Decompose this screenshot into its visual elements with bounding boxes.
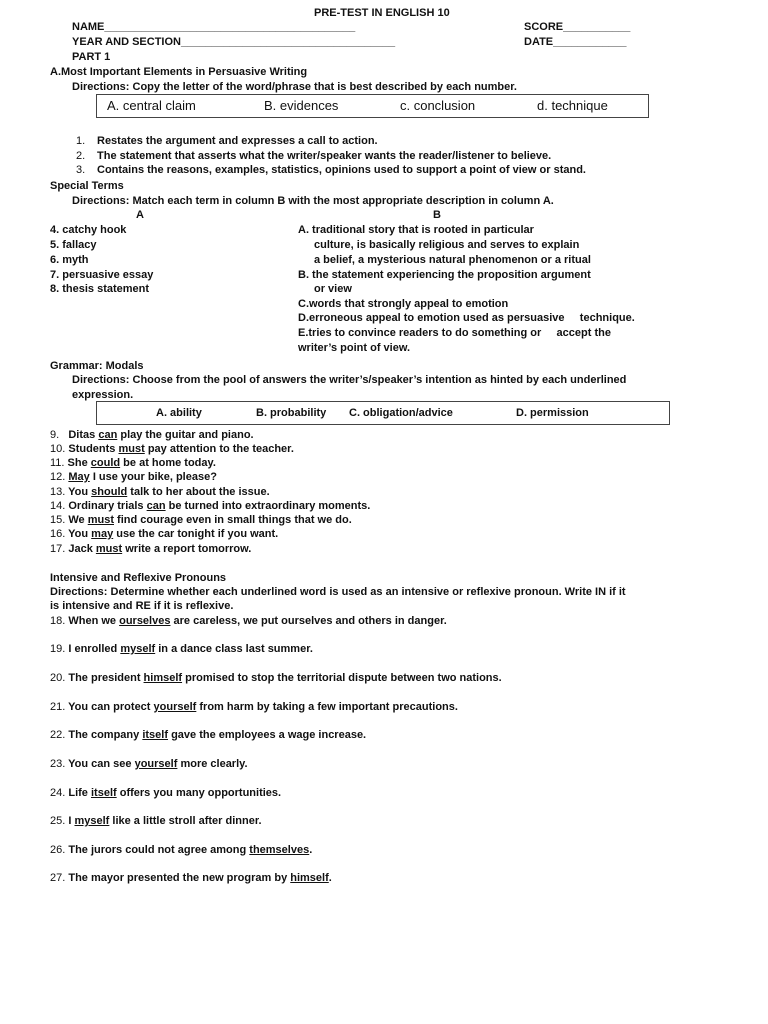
date-field-line: DATE____________ [524, 36, 627, 48]
modal-choice-c: C. obligation/advice [349, 407, 453, 419]
column-b-label: B [433, 209, 441, 221]
description-line: a belief, a mysterious natural phenomenon or a ritual [314, 254, 591, 266]
description-line: culture, is basically religious and serves to explain [314, 239, 580, 251]
item-number: 9. [50, 429, 60, 441]
item-pre: You can protect [68, 701, 154, 713]
item-number: 2. [76, 150, 86, 162]
item-post: from harm by taking a few important precautions. [196, 701, 458, 713]
underlined-word: must [87, 514, 114, 526]
description-line: A. traditional story that is rooted in particular [298, 224, 534, 236]
pronoun-item [50, 728, 366, 742]
term-item: 8. thesis statement [50, 283, 150, 295]
item-number: 3. [76, 164, 86, 176]
underlined-word: myself [74, 815, 110, 827]
description-line: C.words that strongly appeal to emotion [298, 298, 509, 310]
underlined-word: themselves [249, 844, 310, 856]
item-post: promised to stop the territorial dispute between two nations. [182, 672, 502, 684]
grammar-directions-cont: expression. [72, 389, 134, 401]
modal-item [50, 442, 294, 456]
item-number: 27. [50, 872, 66, 884]
modal-item [50, 470, 217, 484]
description-line: D.erroneous appeal to emotion used as persuasive technique. [298, 312, 635, 324]
description-line: writer’s point of view. [298, 342, 411, 354]
special-terms-heading: Special Terms [50, 180, 124, 192]
item-pre: I [68, 815, 75, 827]
page-title: PRE-TEST IN ENGLISH 10 [314, 7, 450, 19]
item-post: be at home today. [120, 457, 216, 469]
modal-item [50, 428, 254, 442]
term-item: 7. persuasive essay [50, 269, 154, 281]
year-section-field-line: YEAR AND SECTION___________________________________ [72, 36, 396, 48]
pronoun-item [50, 786, 281, 800]
underlined-word: must [95, 543, 123, 555]
pronoun-item [50, 871, 332, 885]
item-number: 18. [50, 615, 66, 627]
term-item: 5. fallacy [50, 239, 97, 251]
pronoun-item [50, 843, 312, 857]
item-number: 10. [50, 443, 66, 455]
item-post: gave the employees a wage increase. [168, 729, 367, 741]
choice-b: B. evidences [264, 98, 339, 113]
choice-a: A. central claim [107, 98, 196, 113]
underlined-word: himself [143, 672, 183, 684]
underlined-word: itself [142, 729, 169, 741]
term-item: 4. catchy hook [50, 224, 127, 236]
item-number: 20. [50, 672, 66, 684]
item-pre: You can see [68, 758, 135, 770]
section-a-heading: A.Most Important Elements in Persuasive Writing [50, 66, 308, 78]
item-pre: When we [68, 615, 120, 627]
underlined-word: yourself [134, 758, 178, 770]
item-post: . [328, 872, 332, 884]
underlined-word: May [68, 471, 90, 483]
pronouns-directions-cont: is intensive and RE if it is reflexive. [50, 600, 234, 612]
item-post: more clearly. [177, 758, 248, 770]
item-pre: You [68, 486, 92, 498]
item-text: Contains the reasons, examples, statistics, opinions used to support a point of view or stand. [97, 164, 586, 176]
item-number: 23. [50, 758, 66, 770]
item-post: . [309, 844, 313, 856]
pronoun-item [50, 642, 313, 656]
item-pre: Life [68, 787, 91, 799]
column-a-label: A [136, 209, 144, 221]
grammar-directions: Directions: Choose from the pool of answers the writer’s/speaker’s intention as hinted by each underlined [72, 374, 627, 386]
item-post: I use your bike, please? [89, 471, 217, 483]
grammar-heading: Grammar: Modals [50, 360, 144, 372]
modal-choice-d: D. permission [516, 407, 589, 419]
underlined-word: can [146, 500, 166, 512]
pronoun-item [50, 814, 262, 828]
modal-item [50, 542, 251, 556]
item-number: 17. [50, 543, 66, 555]
item-number: 22. [50, 729, 66, 741]
item-number: 12. [50, 471, 66, 483]
item-pre: I enrolled [68, 643, 121, 655]
item-post: find courage even in small things that we do. [114, 514, 352, 526]
item-text: Restates the argument and expresses a call to action. [97, 135, 378, 147]
item-post: are careless, we put ourselves and others in danger. [170, 615, 447, 627]
item-pre: You [68, 528, 92, 540]
underlined-word: may [91, 528, 114, 540]
part-label: PART 1 [72, 51, 111, 63]
item-pre: She [67, 457, 91, 469]
item-number: 19. [50, 643, 66, 655]
underlined-word: himself [290, 872, 329, 884]
item-post: pay attention to the teacher. [144, 443, 294, 455]
term-item: 6. myth [50, 254, 89, 266]
underlined-word: must [118, 443, 145, 455]
underlined-word: myself [120, 643, 156, 655]
modal-choice-a: A. ability [156, 407, 202, 419]
item-post: like a little stroll after dinner. [109, 815, 262, 827]
item-pre: The company [68, 729, 143, 741]
pronoun-item [50, 671, 502, 685]
underlined-word: can [98, 429, 118, 441]
item-number: 16. [50, 528, 66, 540]
underlined-word: ourselves [119, 615, 171, 627]
item-number: 14. [50, 500, 66, 512]
modal-item [50, 499, 370, 513]
modal-item [50, 456, 216, 470]
item-pre: The mayor presented the new program by [68, 872, 291, 884]
section-a-directions: Directions: Copy the letter of the word/phrase that is best described by each number. [72, 81, 517, 93]
item-post: talk to her about the issue. [127, 486, 270, 498]
underlined-word: could [90, 457, 121, 469]
item-post: offers you many opportunities. [116, 787, 282, 799]
description-line: or view [314, 283, 352, 295]
description-line: E.tries to convince readers to do something or accept the [298, 327, 611, 339]
modal-item [50, 513, 352, 527]
item-pre: We [68, 514, 88, 526]
item-text: The statement that asserts what the writer/speaker wants the reader/listener to believe. [97, 150, 552, 162]
pronouns-heading: Intensive and Reflexive Pronouns [50, 572, 227, 584]
modal-item [50, 527, 278, 541]
pronoun-item [50, 700, 458, 714]
underlined-word: itself [90, 787, 117, 799]
item-number: 15. [50, 514, 66, 526]
item-pre: Students [68, 443, 119, 455]
item-post: in a dance class last summer. [155, 643, 313, 655]
item-number: 11. [50, 457, 65, 469]
description-line: B. the statement experiencing the proposition argument [298, 269, 591, 281]
item-pre: The president [68, 672, 144, 684]
item-number: 1. [76, 135, 86, 147]
item-number: 21. [50, 701, 66, 713]
pronoun-item [50, 757, 248, 771]
pronouns-directions: Directions: Determine whether each underlined word is used as an intensive or reflexive pronoun. Write IN if it [50, 586, 626, 598]
item-pre: The jurors could not agree among [68, 844, 250, 856]
item-number: 13. [50, 486, 66, 498]
item-post: play the guitar and piano. [117, 429, 254, 441]
item-number: 24. [50, 787, 66, 799]
score-field-line: SCORE___________ [524, 21, 631, 33]
item-number: 25. [50, 815, 66, 827]
modal-item [50, 485, 270, 499]
item-number: 26. [50, 844, 66, 856]
item-pre: Ditas [68, 429, 99, 441]
special-terms-directions: Directions: Match each term in column B with the most appropriate description in column A. [72, 195, 554, 207]
item-post: be turned into extraordinary moments. [165, 500, 371, 512]
choice-c: c. conclusion [400, 98, 476, 113]
item-post: use the car tonight if you want. [113, 528, 279, 540]
modal-choice-b: B. probability [256, 407, 327, 419]
underlined-word: should [91, 486, 128, 498]
pronoun-item [50, 614, 447, 628]
item-pre: Jack [68, 543, 96, 555]
item-post: write a report tomorrow. [122, 543, 252, 555]
choice-d: d. technique [537, 98, 608, 113]
item-pre: Ordinary trials [68, 500, 147, 512]
name-field-line: NAME_________________________________________ [72, 21, 356, 33]
underlined-word: yourself [153, 701, 197, 713]
